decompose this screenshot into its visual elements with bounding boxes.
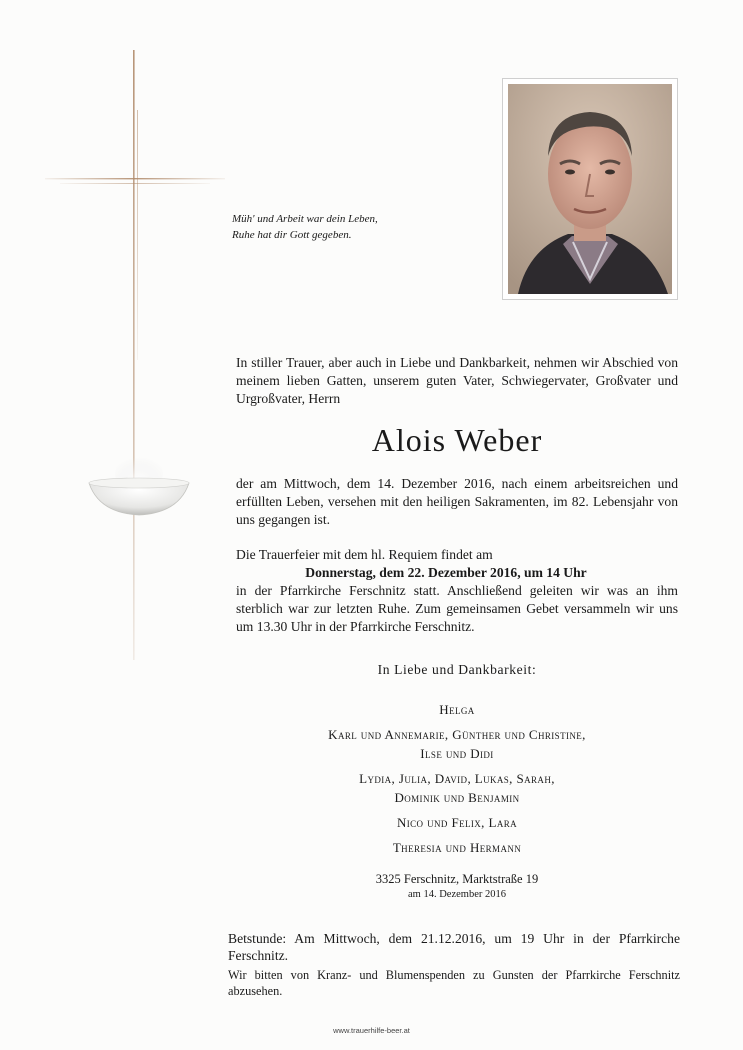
donation-request <box>228 967 680 999</box>
donation-request-text: Wir bitten von Kranz- und Blumenspenden zu Gunsten der Pfarrkirche Ferschnitz abzusehen. <box>228 968 680 998</box>
address-block <box>236 872 678 902</box>
mourner-line: Theresia und Hermann <box>392 840 522 855</box>
service-intro: Die Trauerfeier mit dem hl. Requiem findet am <box>236 547 493 562</box>
address-date: am 14. Dezember 2016 <box>408 889 506 900</box>
intro-text <box>236 354 678 408</box>
cross-icon <box>40 50 230 660</box>
service-details: in der Pfarrkirche Ferschnitz statt. Anschließend geleiten wir was an ihm sterblich war zur letzten Ruhe. Zum gemeinsamen Gebet versammeln wir uns um 13.30 Uhr in der Pfarrkirche Ferschnitz. <box>236 583 678 634</box>
portrait-photo <box>508 84 672 294</box>
service-info <box>236 546 678 636</box>
mourner-group <box>236 838 678 857</box>
mourner-group <box>236 700 678 719</box>
motto-line-1: Müh' und Arbeit war dein Leben, <box>232 213 378 225</box>
bowl-icon <box>84 445 194 525</box>
mourner-line: Nico und Felix, Lara <box>396 815 518 830</box>
intro-paragraph: In stiller Trauer, aber auch in Liebe und Dankbarkeit, nehmen wir Abschied von meinem lieben Gatten, unserem guten Vater, Schwiegervater, Großvater und Urgroßvater, Herrn <box>236 355 678 406</box>
mourner-line: Lydia, Julia, David, Lukas, Sarah, <box>359 771 555 786</box>
death-paragraph: der am Mittwoch, dem 14. Dezember 2016, nach einem arbeitsreichen und erfüllten Leben, versehen mit den heiligen Sakramenten, im 82. Lebensjahr von uns gegangen ist. <box>236 476 678 527</box>
mourner-group <box>236 725 678 763</box>
motto-line-2: Ruhe hat dir Gott gegeben. <box>232 229 352 241</box>
mourners-list <box>236 700 678 863</box>
closing-line: In Liebe und Dankbarkeit: <box>377 662 537 677</box>
portrait-frame <box>502 78 678 300</box>
motto <box>232 211 462 243</box>
service-date: Donnerstag, dem 22. Dezember 2016, um 14 Uhr <box>305 565 587 580</box>
mourner-line: Dominik und Benjamin <box>394 790 520 805</box>
betstunde-info <box>228 930 680 964</box>
mourner-group <box>236 769 678 807</box>
betstunde-text: Betstunde: Am Mittwoch, dem 21.12.2016, um 19 Uhr in der Pfarrkirche Ferschnitz. <box>228 931 680 963</box>
mourner-line: Helga <box>439 702 475 717</box>
mourner-line: Ilse und Didi <box>420 746 494 761</box>
mourner-line: Karl und Annemarie, Günther und Christine, <box>328 727 586 742</box>
mourner-group <box>236 813 678 832</box>
footer-url[interactable]: www.trauerhilfe-beer.at <box>333 1026 410 1035</box>
death-text <box>236 475 678 529</box>
address-line: 3325 Ferschnitz, Marktstraße 19 <box>375 872 539 886</box>
deceased-name: Alois Weber <box>371 422 543 458</box>
